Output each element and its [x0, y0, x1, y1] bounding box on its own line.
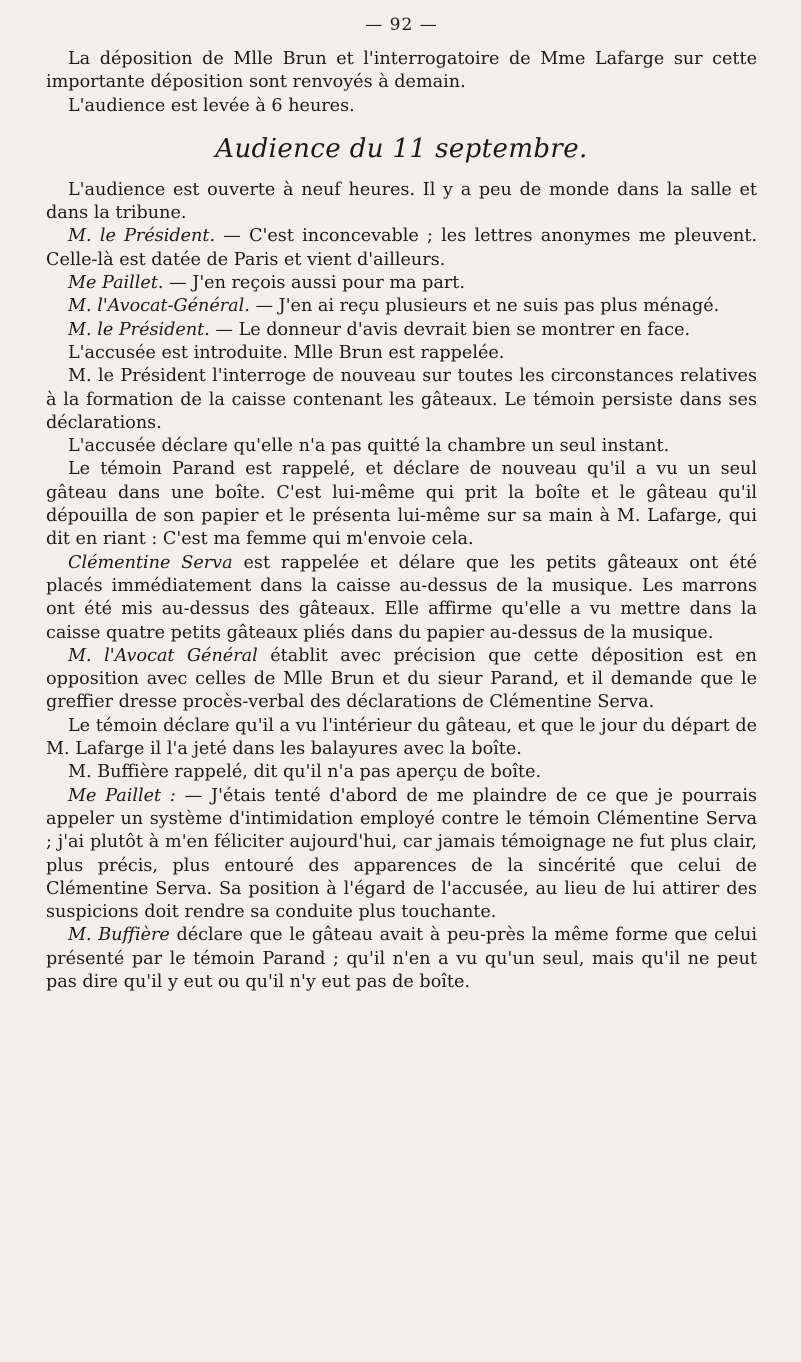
speaker-name: M. l'Avocat Général: [68, 645, 258, 666]
paragraph-text: Le témoin Parand est rappelé, et déclare de nouveau qu'il a vu un seul gâteau dans une boîte. C'est lui-même qui prit la boîte et le gâteau qu'il dépouilla de son papier et le présenta lui-même sur sa main à M. Lafarge, qui dit en riant : C'est ma femme qui m'envoie cela.: [46, 459, 757, 550]
paragraph-text: M. le Président l'interroge de nouveau sur toutes les circonstances relatives à la formation de la caisse contenant les gâteaux. Le témoin persiste dans ses déclarations.: [46, 366, 757, 433]
paragraph-text: — Le donneur d'avis devrait bien se montrer en face.: [215, 319, 691, 340]
intro-paragraph: L'audience est levée à 6 heures.: [68, 95, 355, 116]
paragraph-text: — J'en ai reçu plusieurs et ne suis pas plus ménagé.: [255, 296, 720, 317]
paragraph: [46, 645, 757, 715]
paragraph-text: — J'étais tenté d'abord de me plaindre de ce que je pourrais appeler un système d'intimidation employé contre le témoin Clémentine Serva ; j'ai plutôt à m'en féliciter aujourd'hui, car jamais témoignage ne fut plus clair, plus précis, plus entouré des apparences de la sincérité que celui de Clémentine Serva. Sa position à l'égard de l'accusée, au lieu de lui attirer des suspicions doit rendre sa conduite plus touchante.: [46, 785, 757, 923]
paragraph-text: M. Buffière rappelé, dit qu'il n'a pas aperçu de boîte.: [68, 762, 542, 783]
paragraph: [46, 272, 757, 295]
page-number: — 92 —: [365, 15, 438, 35]
speaker-name: M. Buffière: [68, 925, 170, 946]
paragraph: [46, 342, 757, 365]
paragraph: [46, 435, 757, 458]
paragraph-text: établit avec précision que cette déposition est en opposition avec celles de Mlle Brun et du sieur Parand, et il demande que le greffier dresse procès-verbal des déclarations de Clémentine Serva.: [46, 645, 757, 713]
paragraph: [46, 319, 757, 342]
paragraph: [46, 458, 757, 551]
paragraph-text: est rappelée et délare que les petits gâteaux ont été placés immédiatement dans la caisse au-dessus de la musique. Les marrons ont été mis au-dessus des gâteaux. Elle affirme qu'elle a vu mettre dans la caisse quatre petits gâteaux pliés dans du papier au-dessus de la musique.: [46, 552, 758, 643]
paragraph-text: — J'en reçois aussi pour ma part.: [169, 273, 465, 294]
speaker-name: Clémentine Serva: [68, 552, 233, 573]
paragraph-text: L'audience est ouverte à neuf heures. Il y a peu de monde dans la salle et dans la tribune.: [46, 179, 757, 224]
paragraph: [46, 552, 757, 645]
paragraph: [46, 225, 757, 272]
paragraph-text: L'accusée est introduite. Mlle Brun est rappelée.: [68, 342, 505, 363]
session-heading: Audience du 11 septembre.: [215, 133, 588, 164]
speaker-name: M. l'Avocat-Général.: [68, 296, 250, 317]
speaker-name: Me Paillet.: [68, 273, 164, 294]
paragraph: [46, 761, 757, 784]
speaker-name: Me Paillet :: [68, 785, 176, 806]
speaker-name: M. le Président.: [68, 319, 210, 340]
paragraph-text: — C'est inconcevable ; les lettres anonymes me pleuvent. Celle-là est datée de Paris et vient d'ailleurs.: [46, 226, 758, 270]
paragraph: [46, 295, 757, 318]
paragraph: [46, 785, 757, 925]
paragraph: [46, 715, 757, 762]
paragraph: [46, 179, 757, 226]
paragraph: [46, 365, 757, 435]
intro-paragraph: La déposition de Mlle Brun et l'interrogatoire de Mme Lafarge sur cette importante déposition sont renvoyés à demain.: [46, 49, 757, 93]
paragraph-text: déclare que le gâteau avait à peu-près la même forme que celui présenté par le témoin Parand ; qu'il n'en a vu qu'un seul, mais qu'il ne peut pas dire qu'il y eut ou qu'il n'y eut pas de boîte.: [46, 925, 757, 992]
speaker-name: M. le Président.: [68, 226, 216, 247]
paragraph-text: Le témoin déclare qu'il a vu l'intérieur du gâteau, et que le jour du départ de M. Lafarge il l'a jeté dans les balayures avec la boîte.: [46, 715, 757, 760]
paragraph: [46, 924, 757, 994]
paragraph-text: L'accusée déclare qu'elle n'a pas quitté la chambre un seul instant.: [68, 436, 670, 457]
